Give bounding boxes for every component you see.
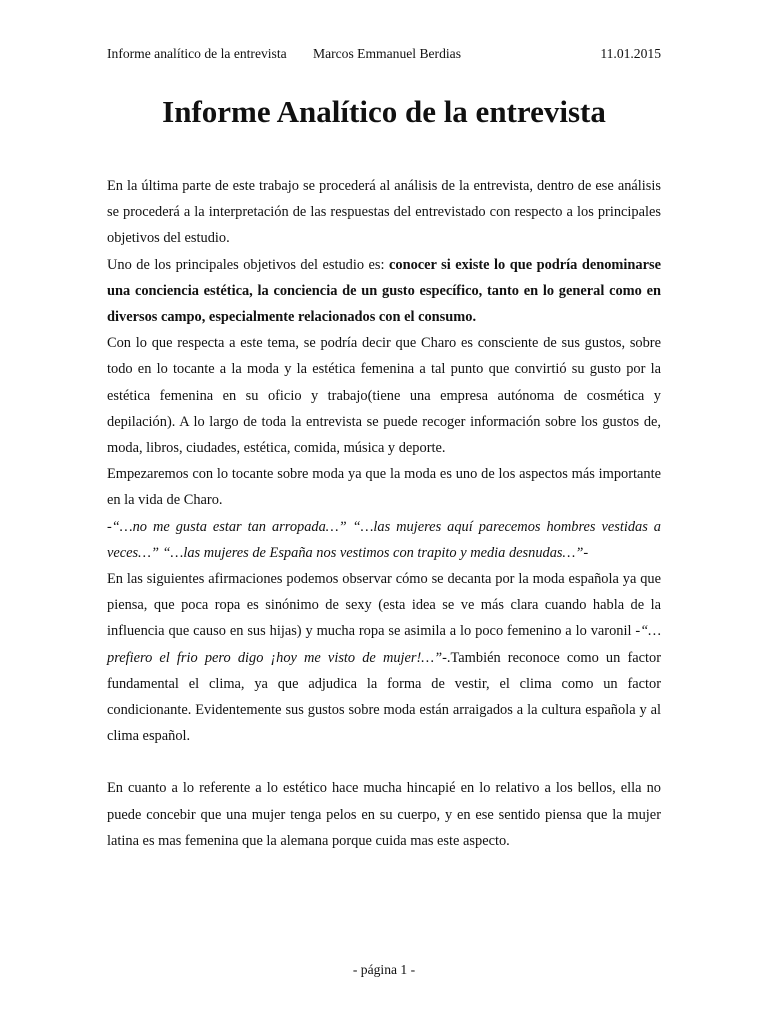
document-title: Informe Analítico de la entrevista — [162, 94, 606, 129]
paragraph-quotes — [107, 514, 661, 566]
analysis-rest: -.También reconoce como un factor fundamental el clima, ya que adjudica la forma de vestir, el clima como un factor condicionante. Evidentemente sus gustos sobre moda están arraigados a la cultura española y al clima español. — [107, 649, 661, 745]
page-header — [107, 44, 661, 64]
header-title: Informe analítico de la entrevista — [107, 46, 287, 61]
document-body — [107, 173, 661, 854]
interview-quotes: “…no me gusta estar tan arropada…” “…las mujeres aquí parecemos hombres vestidas a veces…” “…las mujeres de España nos vestimos con trapito y media desnudas…” — [107, 518, 661, 561]
paragraph-objective — [107, 252, 661, 331]
header-date: 11.01.2015 — [600, 46, 661, 61]
paragraph-intro: En la última parte de este trabajo se procederá al análisis de la entrevista, dentro de ese análisis se procederá a la interpretación de las respuestas del entrevistado con respecto a los principales objetivos del estudio. — [107, 178, 661, 247]
objective-bold-text: conocer si existe lo que podría denominarse una conciencia estética, la conciencia de un gusto específico, tanto en lo general como en diversos campo, especialmente relacionados con el consumo. — [107, 256, 661, 326]
analysis-quote: “…prefiero el frio pero digo ¡hoy me visto de mujer!…” — [107, 623, 661, 666]
analysis-text: En las siguientes afirmaciones podemos observar cómo se decanta por la moda española ya que piensa, que poca ropa es sinónimo de sexy (esta idea se ve más clara cuando habla de la influencia que causo en sus hijas) y mucha ropa se asimila a lo poco femenino a lo varonil - — [107, 571, 661, 640]
page-number: - página 1 - — [352, 962, 416, 977]
objective-intro-text: Uno de los principales objetivos del estudio es: — [107, 256, 389, 273]
paragraph-awareness: Con lo que respecta a este tema, se podría decir que Charo es consciente de sus gustos, sobre todo en lo tocante a la moda y la estética femenina a tal punto que convirtió su gusto por la estética femenina en su oficio y trabajo(tiene una empresa autónoma de cosmética y depilación). A lo largo de toda la entrevista se puede recoger información sobre los gustos de, moda, libros, ciudades, estética, comida, música y deporte. — [107, 335, 661, 457]
paragraph-gap — [107, 749, 661, 775]
paragraph-fashion-intro: Empezaremos con lo tocante sobre moda ya que la moda es uno de los aspectos más importante en la vida de Charo. — [107, 466, 661, 509]
header-author: Marcos Emmanuel Berdias — [313, 46, 461, 61]
paragraph-aesthetics: En cuanto a lo referente a lo estético hace mucha hincapié en lo relativo a los bellos, ella no puede concebir que una mujer tenga pelos en su cuerpo, y en ese sentido piensa que la mujer latina es mas femenina que la alemana porque cuida mas este aspecto. — [107, 780, 661, 849]
paragraph-analysis — [107, 566, 661, 749]
quote-tail-dash: - — [583, 544, 589, 561]
quote-lead-dash: - — [107, 518, 112, 535]
